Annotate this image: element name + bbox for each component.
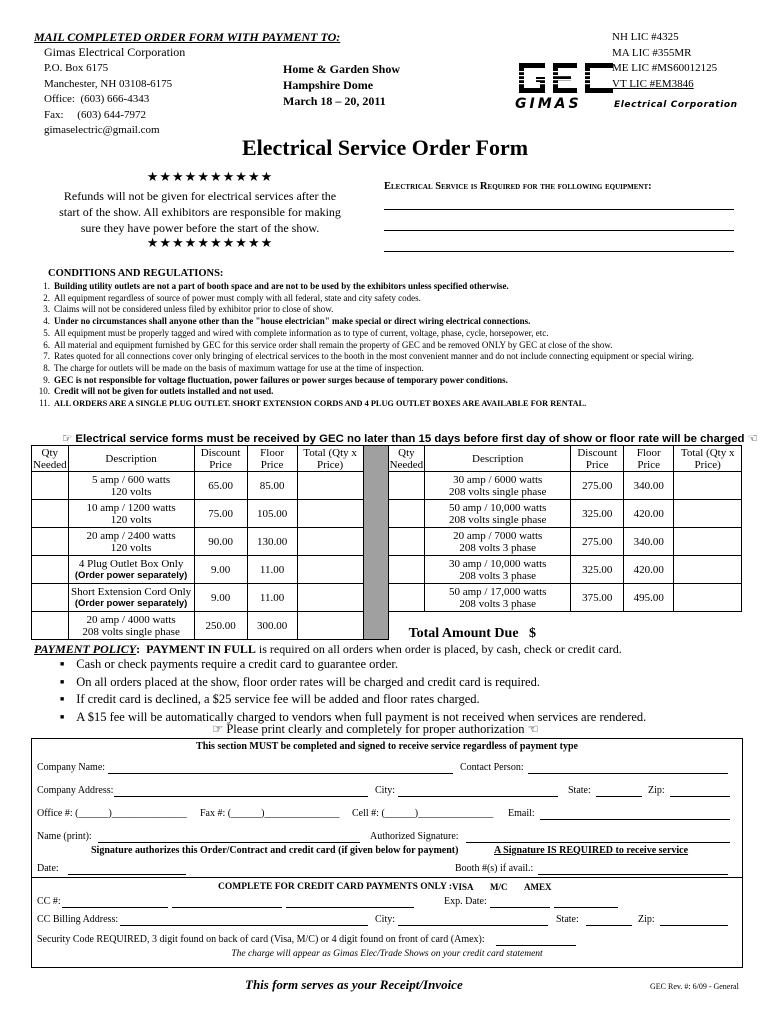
pointing-hand-left-icon: ☜ <box>747 431 758 445</box>
condition-item: 1. Building utility outlets are not a part of booth space and are not to be used by the exhibitors unless specified otherwise. <box>43 281 509 291</box>
condition-item: 10. Credit will not be given for outlets installed and not used. <box>38 386 274 397</box>
list-item: ■ A $15 fee will be automatically charged to vendors when full payment is not received when services are rendered. <box>60 710 646 728</box>
billing-zip-input[interactable] <box>660 925 728 926</box>
cell-field[interactable]: Cell #: (______)_______________ <box>352 808 494 819</box>
equipment-line-1[interactable] <box>384 209 734 210</box>
qty-cell[interactable] <box>32 612 69 640</box>
exp-date-label: Exp. Date: <box>444 896 487 907</box>
gec-logo <box>519 61 619 95</box>
form-intro: This section MUST be completed and signed to receive service regardless of payment type <box>196 741 578 752</box>
qty-cell[interactable] <box>32 556 69 584</box>
booth-input[interactable] <box>538 874 728 875</box>
billing-zip-label: Zip: <box>638 914 655 925</box>
table-row: 5 amp / 600 watts 120 volts 65.00 85.00 30 amp / 6000 watts 208 volts single phase 275.00 340.00 <box>32 472 742 500</box>
email-label: Email: <box>508 808 535 819</box>
condition-item: 9. GEC is not responsible for voltage fluctuation, power failures or power surges because of temporary power conditions. <box>43 374 508 385</box>
equipment-line-3[interactable] <box>384 251 734 252</box>
date-input[interactable] <box>68 874 186 875</box>
logo-electrical-corporation: Electrical Corporation <box>614 100 738 110</box>
date-label: Date: <box>37 863 59 874</box>
cc-number-input-3[interactable] <box>286 907 414 908</box>
name-print-label: Name (print): <box>37 831 92 842</box>
security-code-label: Security Code REQUIRED, 3 digit found on back of card (Visa, M/C) or 4 digit found on front of card (Amex): <box>37 934 485 945</box>
state-label: State: <box>568 785 591 796</box>
condition-item: 7. Rates quoted for all connections cover only bringing of electrical services to the booth in the most convenient manner and do not include connecting equipment or special wiring. <box>43 351 694 362</box>
stars-bottom: ★★★★★★★★★★ <box>146 236 274 251</box>
office-field[interactable]: Office #: (______)_______________ <box>37 808 187 819</box>
signature-input[interactable] <box>466 842 730 843</box>
condition-item: 6. All material and equipment furnished by GEC for this service order shall remain the property of GEC and be removed ONLY by GEC at close of the show. <box>43 339 613 350</box>
logo-gimas: GIMAS <box>515 96 582 112</box>
stars-top: ★★★★★★★★★★ <box>146 170 274 185</box>
total-cell[interactable] <box>674 500 742 528</box>
total-cell[interactable] <box>297 472 363 500</box>
qty-cell[interactable] <box>388 472 425 500</box>
condition-item: 5. All equipment must be properly tagged and wired with complete information as to type of current, voltage, phase, cycle, horsepower, etc. <box>43 327 549 338</box>
zip-input[interactable] <box>670 796 730 797</box>
payment-list <box>60 657 646 727</box>
list-item: ■ Cash or check payments require a credit card to guarantee order. <box>60 657 646 675</box>
total-cell[interactable] <box>674 556 742 584</box>
contact-person-label: Contact Person: <box>460 762 524 773</box>
authorized-signature-label: Authorized Signature: <box>370 831 459 842</box>
qty-cell[interactable] <box>388 556 425 584</box>
company-name-label: Company Name: <box>37 762 106 773</box>
revision-note: GEC Rev. #: 6/09 - General <box>650 982 739 991</box>
total-cell[interactable] <box>297 612 363 640</box>
company-name: Gimas Electrical Corporation <box>44 45 186 59</box>
billing-city-input[interactable] <box>398 925 548 926</box>
total-cell[interactable] <box>674 528 742 556</box>
condition-item: 4. Under no circumstances shall anyone other than the "house electrician" make special or direct wiring electrical connections. <box>43 316 531 327</box>
exp-month-input[interactable] <box>490 907 550 908</box>
total-cell[interactable] <box>674 584 742 612</box>
total-cell[interactable] <box>297 500 363 528</box>
qty-cell[interactable] <box>388 528 425 556</box>
gec-logo-mark <box>519 61 619 95</box>
name-print-input[interactable] <box>98 842 360 843</box>
billing-state-label: State: <box>556 914 579 925</box>
table-row: 20 amp / 2400 watts 120 volts 90.00 130.00 20 amp / 7000 watts 208 volts 3 phase 275.00 340.00 <box>32 528 742 556</box>
cc-section-divider <box>31 877 743 878</box>
city-label: City: <box>375 785 396 796</box>
booth-label: Booth #(s) if avail.: <box>455 863 534 874</box>
company-address-label: Company Address: <box>37 785 114 796</box>
total-cell[interactable] <box>297 556 363 584</box>
payment-policy: PAYMENT POLICY: PAYMENT IN FULL is required on all orders when order is placed, by cash, check or credit card. <box>34 642 622 656</box>
qty-cell[interactable] <box>32 528 69 556</box>
billing-address-label: CC Billing Address: <box>37 914 119 925</box>
print-note: ☞ Please print clearly and completely for proper authorization ☜ <box>212 721 539 736</box>
deadline-notice: ☞ Electrical service forms must be received by GEC no later than 15 days before first day of show or floor rate will be charged ☜ <box>62 431 758 445</box>
exp-year-input[interactable] <box>554 907 618 908</box>
address-block: P.O. Box 6175 Manchester, NH 03108-6175 Office: (603) 666-4343 Fax: (603) 644-7972 gimaselectric@gmail.com <box>44 62 173 136</box>
total-cell[interactable] <box>297 528 363 556</box>
state-input[interactable] <box>596 796 642 797</box>
total-amount-due: Total Amount Due $ <box>388 612 742 640</box>
cc-number-input-1[interactable] <box>62 907 168 908</box>
table-row: 4 Plug Outlet Box Only (Order power separately) 9.00 11.00 30 amp / 10,000 watts 208 volts 3 phase 325.00 420.00 <box>32 556 742 584</box>
qty-cell[interactable] <box>388 584 425 612</box>
table-row: 10 amp / 1200 watts 120 volts 75.00 105.00 50 amp / 10,000 watts 208 volts single phase 325.00 420.00 <box>32 500 742 528</box>
license-list: NH LIC #4325 MA LIC #355MR ME LIC #MS60012125 VT LIC #EM3846 <box>612 31 718 90</box>
qty-cell[interactable] <box>388 500 425 528</box>
city-input[interactable] <box>398 796 558 797</box>
charge-note: The charge will appear as Gimas Elec/Trade Shows on your credit card statement <box>231 949 543 959</box>
condition-item: 3. Claims will not be considered unless filed by exhibitor prior to close of show. <box>43 304 334 315</box>
list-item: ■ On all orders placed at the show, floor order rates will be charged and credit card is required. <box>60 675 646 693</box>
signature-required: A Signature IS REQUIRED to receive service <box>494 845 689 856</box>
total-cell[interactable] <box>297 584 363 612</box>
equipment-heading: Electrical Service is Required for the following equipment: <box>384 181 652 192</box>
company-address-input[interactable] <box>114 796 368 797</box>
company-name-input[interactable] <box>108 773 453 774</box>
list-item: ■ If credit card is declined, a $25 service fee will be added and floor rates charged. <box>60 692 646 710</box>
page-title: Electrical Service Order Form <box>241 135 529 160</box>
table-divider <box>363 446 388 640</box>
card-amex: AMEX <box>524 882 552 892</box>
receipt-note: This form serves as your Receipt/Invoice <box>245 977 463 992</box>
billing-state-input[interactable] <box>586 925 632 926</box>
mail-to-heading: MAIL COMPLETED ORDER FORM WITH PAYMENT TO: <box>34 30 341 44</box>
billing-city-label: City: <box>375 914 396 925</box>
cc-number-label: CC #: <box>37 896 61 907</box>
billing-address-input[interactable] <box>120 925 368 926</box>
conditions-list <box>34 281 734 410</box>
condition-item: 11. ALL ORDERS ARE A SINGLE PLUG OUTLET. SHORT EXTENSION CORDS AND 4 PLUG OUTLET BOXES ARE AVAILABLE FOR RENTAL. <box>39 398 587 409</box>
table-header-row: Qty Needed Description Discount Price Floor Price Total (Qty x Price) Qty Needed Description Discount Price Floor Price Total (Qty x Price) <box>32 446 742 472</box>
card-visa: VISA <box>452 882 474 892</box>
pointing-hand-right-icon: ☞ <box>62 431 73 445</box>
cc-heading: COMPLETE FOR CREDIT CARD PAYMENTS ONLY : <box>218 882 453 892</box>
equipment-line-2[interactable] <box>384 230 734 231</box>
condition-item: 2. All equipment regardless of source of power must comply with all federal, state and city safety codes. <box>43 292 421 303</box>
conditions-heading: CONDITIONS AND REGULATIONS: <box>48 268 224 279</box>
show-info: Home & Garden Show Hampshire Dome March 18 – 20, 2011 <box>283 62 400 108</box>
security-code-input[interactable] <box>496 945 576 946</box>
pointing-hand-right-icon: ☞ <box>212 721 224 736</box>
zip-label: Zip: <box>648 785 665 796</box>
qty-cell[interactable] <box>32 584 69 612</box>
cc-number-input-2[interactable] <box>172 907 282 908</box>
qty-cell[interactable] <box>32 500 69 528</box>
qty-cell[interactable] <box>32 472 69 500</box>
fax-field[interactable]: Fax #: (______)_______________ <box>200 808 340 819</box>
card-mc: M/C <box>490 882 508 892</box>
email-input[interactable] <box>540 819 730 820</box>
signature-note: Signature authorizes this Order/Contract and credit card (if given below for payment) <box>91 845 459 856</box>
refund-notice: Refunds will not be given for electrical services after the start of the show. All exhibitors are responsible for making sure they have power before the start of the show. <box>59 189 341 235</box>
price-table <box>31 445 742 640</box>
condition-item: 8. The charge for outlets will be made on the basis of maximum wattage for use at the time of inspection. <box>43 362 424 373</box>
contact-person-input[interactable] <box>528 773 728 774</box>
table-row: Short Extension Cord Only (Order power separately) 9.00 11.00 50 amp / 17,000 watts 208 volts 3 phase 375.00 495.00 <box>32 584 742 612</box>
table-row: 20 amp / 4000 watts 208 volts single phase 250.00 300.00 Total Amount Due $ <box>32 612 742 640</box>
pointing-hand-left-icon: ☜ <box>527 721 539 736</box>
total-cell[interactable] <box>674 472 742 500</box>
